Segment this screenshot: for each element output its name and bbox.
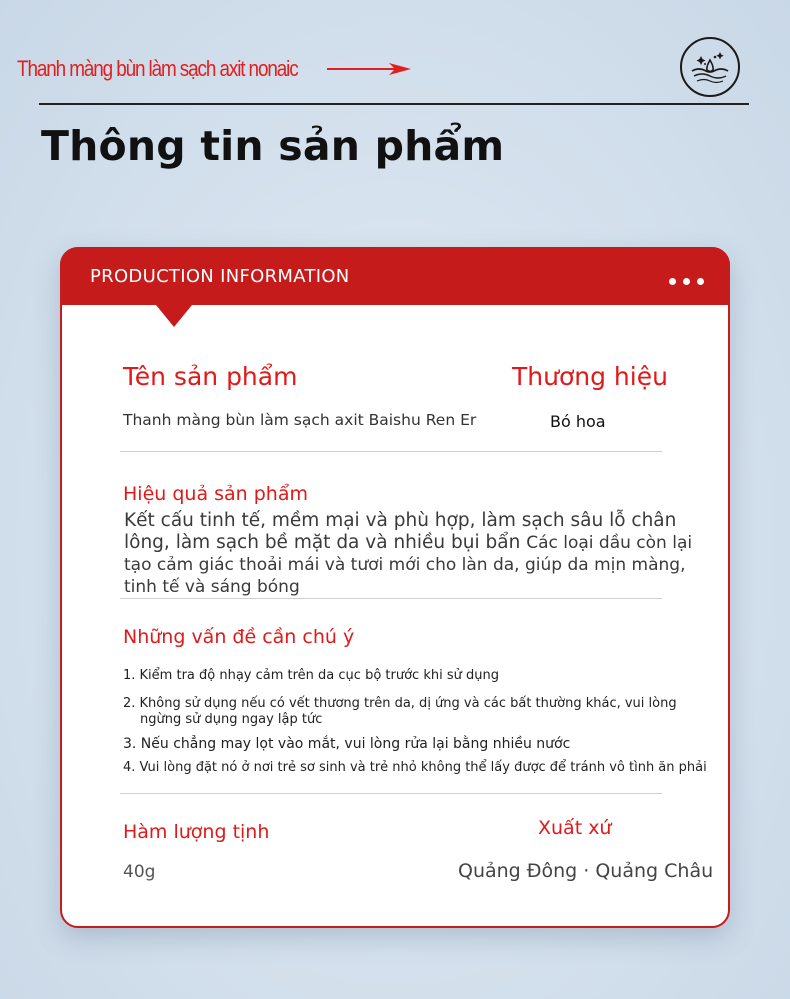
card-header-title: PRODUCTION INFORMATION bbox=[90, 266, 350, 287]
effect-text-part1: Kết cấu tinh tế, mềm mại và phù hợp, làm sạch sâu lỗ chân lông, làm sạch bề mặt da và nhiều bụi bẩn bbox=[124, 510, 677, 553]
more-dots-icon bbox=[669, 278, 704, 285]
notice-list bbox=[123, 668, 723, 776]
notice-item: 2. Không sử dụng nếu có vết thương trên da, dị ứng và các bất thường khác, vui lòng bbox=[123, 696, 677, 711]
notice-item-continued bbox=[123, 712, 723, 728]
notice-label: Những vấn đề cần chú ý bbox=[123, 626, 355, 648]
origin-label: Xuất xứ bbox=[538, 817, 612, 839]
top-divider bbox=[39, 103, 749, 105]
effect-text bbox=[124, 510, 709, 598]
banner bbox=[17, 56, 413, 82]
net-content-label: Hàm lượng tịnh bbox=[123, 821, 270, 843]
brand-value: Bó hoa bbox=[550, 412, 606, 431]
header-pointer bbox=[156, 305, 192, 327]
product-name-label: Tên sản phẩm bbox=[123, 362, 298, 391]
notice-item: 4. Vui lòng đặt nó ở nơi trẻ sơ sinh và trẻ nhỏ không thể lấy được để tránh vô tình ăn phải bbox=[123, 760, 707, 775]
divider bbox=[120, 598, 662, 599]
brand-label: Thương hiệu bbox=[512, 362, 668, 391]
notice-item: 1. Kiểm tra độ nhạy cảm trên da cục bộ trước khi sử dụng bbox=[123, 668, 499, 683]
divider bbox=[120, 451, 662, 452]
origin-value: Quảng Đông · Quảng Châu bbox=[458, 860, 714, 882]
arrow-right-icon bbox=[327, 62, 413, 76]
product-info-card bbox=[60, 247, 730, 928]
skin-pore-icon bbox=[679, 36, 741, 98]
divider bbox=[120, 793, 662, 794]
effect-text-part2: Các loại dầu còn lại tạo cảm giác thoải mái và tươi mới cho làn da, giúp da mịn màng, tinh tế và sáng bóng bbox=[124, 533, 693, 597]
notice-item: 3. Nếu chẳng may lọt vào mắt, vui lòng rửa lại bằng nhiều nước bbox=[123, 736, 571, 752]
banner-text: Thanh màng bùn làm sạch axit nonaic bbox=[17, 56, 298, 81]
card-header bbox=[60, 247, 730, 305]
effect-label: Hiệu quả sản phẩm bbox=[123, 483, 308, 505]
page-title: Thông tin sản phẩm bbox=[41, 122, 505, 170]
product-name-value: Thanh màng bùn làm sạch axit Baishu Ren Er bbox=[123, 411, 477, 429]
net-content-value: 40g bbox=[123, 862, 156, 882]
notice-item-cont-text: ngừng sử dụng ngay lập tức bbox=[140, 712, 323, 727]
